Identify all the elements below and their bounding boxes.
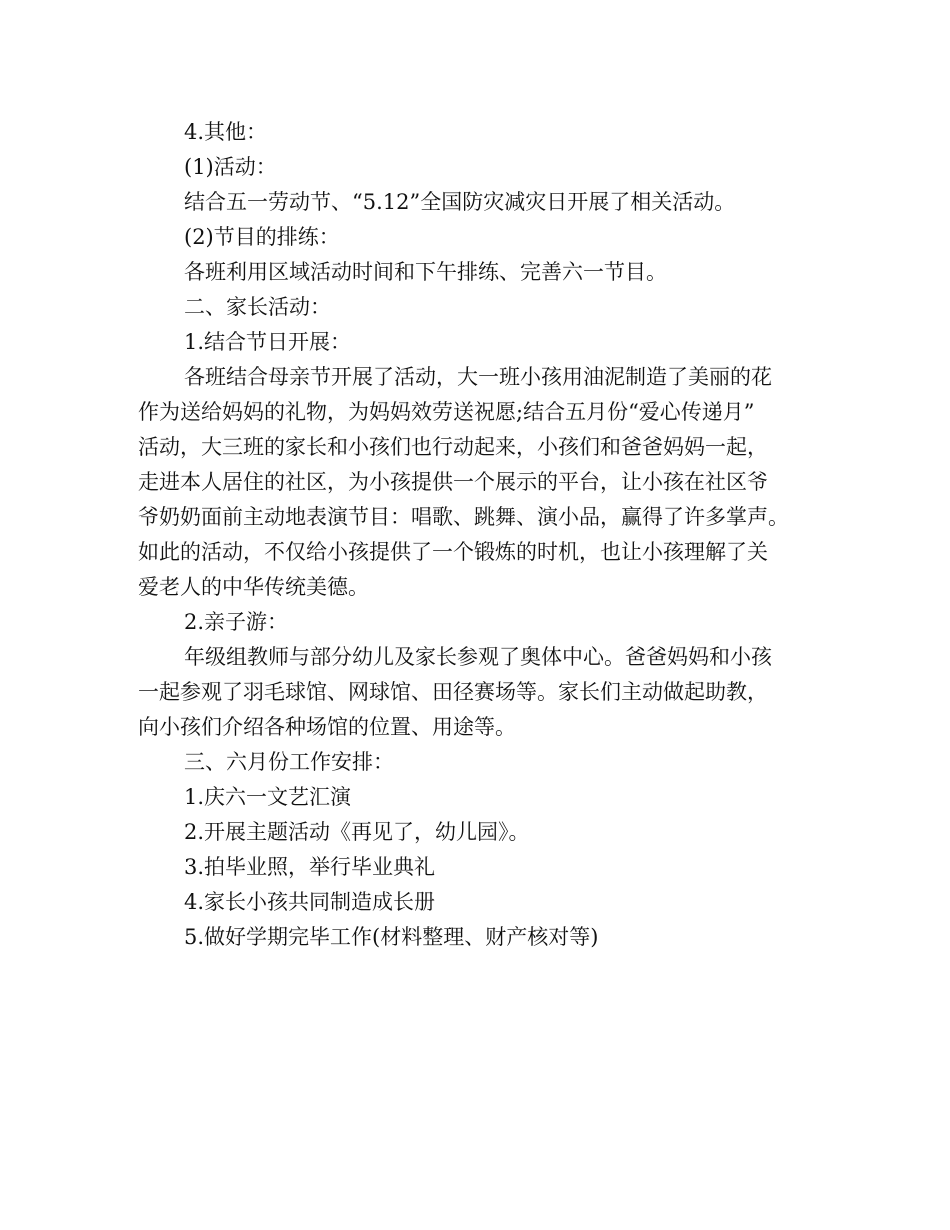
heading-other: 4.其他：: [184, 120, 268, 144]
paragraph-line: 活动，大三班的家长和小孩们也行动起来，小孩们和爸爸妈妈一起，: [138, 435, 768, 459]
subheading-activities: (1)活动：: [184, 155, 277, 179]
subheading-holiday: 1.结合节日开展：: [184, 330, 352, 354]
paragraph-line: 作为送给妈妈的礼物，为妈妈效劳送祝愿;结合五月份“爱心传递月”: [138, 400, 755, 424]
paragraph-line: 如此的活动，不仅给小孩提供了一个锻炼的时机，也让小孩理解了关: [138, 540, 768, 564]
paragraph-line: 走进本人居住的社区，为小孩提供一个展示的平台，让小孩在社区爷: [138, 470, 768, 494]
subheading-parent-child-trip: 2.亲子游：: [184, 610, 289, 634]
paragraph-line: 各班利用区域活动时间和下午排练、完善六一节目。: [184, 260, 667, 284]
list-item: 3.拍毕业照，举行毕业典礼: [184, 855, 436, 879]
paragraph-line: 爱老人的中华传统美德。: [138, 575, 369, 599]
paragraph-line: 各班结合母亲节开展了活动，大一班小孩用油泥制造了美丽的花: [184, 365, 772, 389]
paragraph-line: 向小孩们介绍各种场馆的位置、用途等。: [138, 715, 516, 739]
paragraph-line: 年级组教师与部分幼儿及家长参观了奥体中心。爸爸妈妈和小孩: [184, 645, 772, 669]
paragraph-line: 结合五一劳动节、“5.12”全国防灾减灾日开展了相关活动。: [184, 190, 736, 214]
paragraph-line: 爷奶奶面前主动地表演节目：唱歌、跳舞、演小品，赢得了许多掌声。: [138, 505, 789, 529]
subheading-rehearsal: (2)节目的排练：: [184, 225, 340, 249]
paragraph-line: 一起参观了羽毛球馆、网球馆、田径赛场等。家长们主动做起助教，: [138, 680, 768, 704]
document-body: [138, 115, 818, 955]
list-item: 1.庆六一文艺汇演: [184, 785, 352, 809]
list-item: 4.家长小孩共同制造成长册: [184, 890, 436, 914]
list-item: 2.开展主题活动《再见了，幼儿园》。: [184, 820, 530, 844]
list-item: 5.做好学期完毕工作(材料整理、财产核对等): [184, 925, 599, 949]
section-heading-june-plan: 三、六月份工作安排：: [184, 750, 394, 774]
section-heading-parent-activities: 二、家长活动：: [184, 295, 331, 319]
